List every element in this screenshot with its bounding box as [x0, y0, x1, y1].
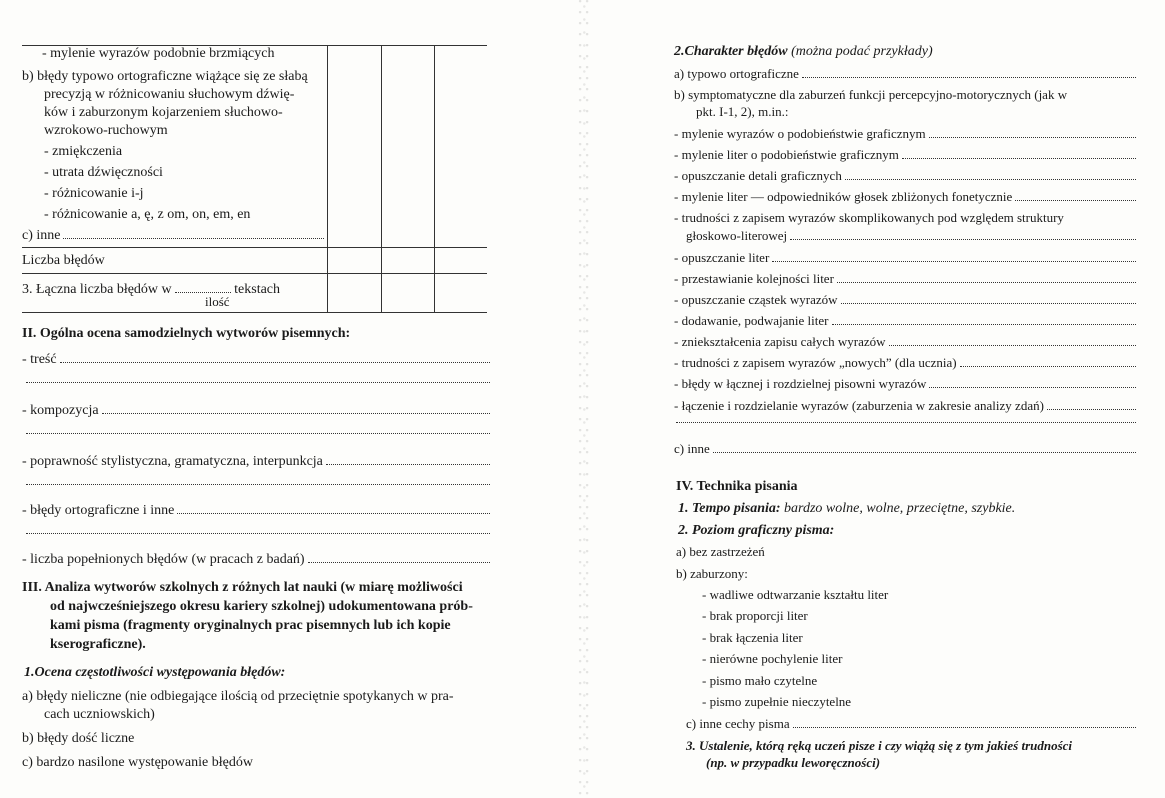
ocena-title: 1.Ocena częstotliwości występowania błędów: [24, 665, 286, 680]
list-item-label: - opuszczanie detali graficznych [674, 168, 842, 183]
section-3-title-line: kami pisma (fragmenty oryginalnych prac pisemnych lub ich kopie [50, 618, 451, 633]
ustalenie: 3. Ustalenie, którą ręką uczeń pisze i czy wiążą się z tym jakieś trudności [686, 738, 1073, 753]
list-item-label: - mylenie liter — odpowiedników głosek zbliżonych fonetycznie [674, 189, 1013, 204]
ocena-b: b) błędy dość liczne [22, 731, 135, 746]
table-row: - różnicowanie i-j [44, 186, 144, 201]
list-item-label: - opuszczanie cząstek wyrazów [674, 292, 838, 307]
char-a [674, 66, 1136, 82]
list-item [674, 126, 1136, 142]
list-item [674, 355, 1136, 371]
table-row: wzrokowo-ruchowym [44, 123, 168, 138]
s2-item-tresc [22, 351, 490, 368]
poziom-b-item: - wadliwe odtwarzanie kształtu liter [702, 587, 889, 602]
table-row: - mylenie wyrazów podobnie brzmiących [42, 46, 275, 61]
poziom-a: a) bez zastrzeżeń [676, 544, 765, 559]
row-inne-label: c) inne [22, 228, 61, 243]
list-item-label: - zniekształcenia zapisu całych wyrazów [674, 334, 886, 349]
table-row: precyzją w różnicowaniu słuchowym dźwię- [44, 87, 295, 102]
list-item [674, 168, 1136, 184]
dotted-line [26, 482, 490, 485]
s2-item-label: - treść [22, 352, 57, 367]
table-row: - utrata dźwięczności [44, 165, 163, 180]
poziom-graficzny: 2. Poziom graficzny pisma: [678, 523, 835, 538]
s2-item-liczba-bledow [22, 551, 490, 568]
list-item [674, 292, 1136, 308]
section-3-title-line: kserograficzne). [50, 637, 146, 652]
char-b: b) symptomatyczne dla zaburzeń funkcji percepcyjno-motorycznych (jak w [674, 87, 1068, 102]
list-item [674, 398, 1136, 414]
trudnosci-cont-label: głoskowo-literowej [686, 228, 788, 243]
list-item [674, 271, 1136, 287]
ocena-c: c) bardzo nasilone występowanie błędów [22, 755, 253, 770]
list-item [674, 147, 1136, 163]
charakter-title [674, 43, 933, 60]
s2-item-bledy-ortograficzne [22, 502, 490, 519]
ustalenie-cont: (np. w przypadku leworęczności) [706, 755, 881, 770]
list-item [674, 334, 1136, 350]
list-item-label: - mylenie liter o podobieństwie graficznym [674, 147, 899, 162]
laczna-liczba-label [22, 281, 280, 298]
list-item-label: - błędy w łącznej i rozdzielnej pisowni wyrazów [674, 376, 927, 391]
table-row: - zmiękczenia [44, 144, 123, 159]
list-item [674, 376, 1136, 392]
list-item [674, 313, 1136, 329]
s2-item-poprawnosc [22, 453, 490, 470]
dotted-line [676, 420, 1136, 423]
poziom-c-label: c) inne cechy pisma [686, 716, 790, 731]
laczna-tekstach: tekstach [234, 282, 281, 297]
list-item-label: - łączenie i rozdzielanie wyrazów (zaburzenia w zakresie analizy zdań) [674, 398, 1044, 413]
ilosc-caption: ilość [205, 294, 230, 309]
dotted-line [26, 380, 490, 383]
s2-item-label: - poprawność stylistyczna, gramatyczna, interpunkcja [22, 454, 323, 469]
left-page [0, 0, 580, 798]
list-item [674, 250, 1136, 266]
poziom-b: b) zaburzony: [676, 566, 748, 581]
charakter-title-note: (można podać przykłady) [787, 44, 933, 59]
charakter-title-bold: 2.Charakter błędów [674, 44, 788, 59]
char-b-cont: pkt. I-1, 2), m.in.: [696, 104, 789, 119]
poziom-b-item: - pismo zupełnie nieczytelne [702, 694, 852, 709]
char-a-label: a) typowo ortograficzne [674, 66, 799, 81]
poziom-b-item: - nierówne pochylenie liter [702, 651, 843, 666]
section-3-title: III. Analiza wytworów szkolnych z różnych lat nauki (w miarę możliwości [22, 580, 463, 595]
c-inne-label: c) inne [674, 441, 710, 456]
table-row: ków i zaburzonym kojarzeniem słuchowo- [44, 105, 283, 120]
table-row: b) błędy typowo ortograficzne wiążące się ze słabą [22, 69, 308, 84]
list-item-label: - przestawianie kolejności liter [674, 271, 834, 286]
table-bottom-border [22, 312, 487, 313]
trudnosci-item: - trudności z zapisem wyrazów skomplikowanych pod względem struktury [674, 210, 1064, 225]
section-4-title: IV. Technika pisania [676, 479, 798, 494]
poziom-b-item: - pismo mało czytelne [702, 673, 818, 688]
section-3-title-line: od najwcześniejszego okresu kariery szkolnej) udokumentowana prób- [50, 599, 473, 614]
table-row-border [22, 247, 487, 248]
table-row-border [22, 273, 487, 274]
c-inne [674, 441, 1136, 457]
tempo-values: bardzo wolne, wolne, przeciętne, szybkie. [780, 501, 1016, 516]
ocena-a: a) błędy nieliczne (nie odbiegające ilością od przeciętnie spotykanych w pra- [22, 689, 454, 704]
right-page [590, 0, 1165, 798]
s2-item-kompozycja [22, 402, 490, 419]
poziom-b-item: - brak proporcji liter [702, 608, 808, 623]
section-2-title: II. Ogólna ocena samodzielnych wytworów pisemnych: [22, 326, 351, 341]
list-item-label: - opuszczanie liter [674, 250, 770, 265]
list-item-label: - dodawanie, podwajanie liter [674, 313, 829, 328]
s2-item-label: - liczba popełnionych błędów (w pracach z badań) [22, 552, 305, 567]
list-item-label: - trudności z zapisem wyrazów „nowych” (dla ucznia) [674, 355, 957, 370]
trudnosci-cont [686, 228, 1136, 244]
laczna-liczba-text: 3. Łączna liczba błędów w [22, 282, 172, 297]
liczba-bledow-label: Liczba błędów [22, 253, 105, 268]
dotted-line [26, 531, 490, 534]
list-item-label: - mylenie wyrazów o podobieństwie graficznym [674, 126, 926, 141]
list-item [674, 189, 1136, 205]
dotted-line [26, 431, 490, 434]
ocena-a-cont: cach uczniowskich) [44, 707, 155, 722]
s2-item-label: - kompozycja [22, 403, 99, 418]
table-row-inne [22, 227, 324, 244]
poziom-c [686, 716, 1136, 732]
tempo-label: 1. Tempo pisania: [678, 501, 781, 516]
table-row: - różnicowanie a, ę, z om, on, em, en [44, 207, 251, 222]
s2-item-label: - błędy ortograficzne i inne [22, 503, 175, 518]
tempo-pisania [678, 500, 1015, 517]
poziom-b-item: - brak łączenia liter [702, 630, 803, 645]
